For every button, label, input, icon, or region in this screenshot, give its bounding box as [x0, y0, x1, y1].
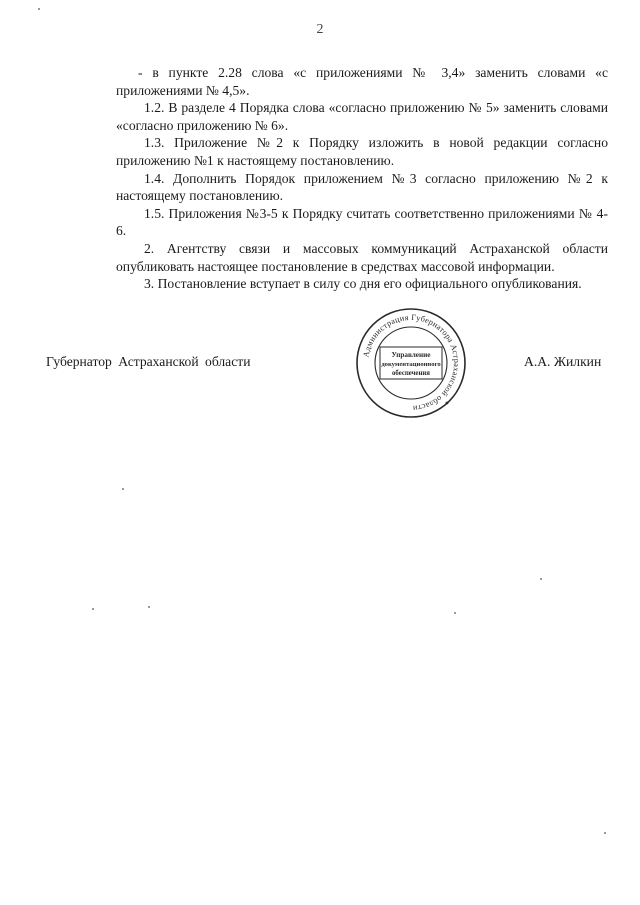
scan-speck: [122, 488, 124, 490]
seal-dot: [446, 402, 449, 405]
signatory-position: Губернатор Астраханской области: [46, 354, 251, 369]
paragraph-1-2: 1.2. В разделе 4 Порядка слова «согласно приложению № 5» заменить словами «согласно приложению № 6».: [116, 100, 608, 133]
paragraph-item-2-28-change: - в пункте 2.28 слова «с приложениями № 3,4» заменить словами «с приложениями № 4,5».: [116, 65, 608, 98]
seal-center-line-1: Управление: [391, 351, 431, 359]
paragraph-1-3: 1.3. Приложение №2 к Порядку изложить в новой редакции согласно приложению №1 к настоящему постановлению.: [116, 135, 608, 168]
page-number: 2: [316, 22, 324, 37]
seal-ring-text: Администрация Губернатора Астраханской области: [361, 312, 462, 414]
scan-speck: [540, 578, 542, 580]
paragraph-2: 2. Агентству связи и массовых коммуникаций Астраханской области опубликовать настоящее постановление в средствах массовой информации.: [116, 240, 608, 274]
paragraph-1-5: 1.5. Приложения №3-5 к Порядку считать соответственно приложениями № 4-6.: [116, 205, 608, 239]
paragraph-1-4: 1.4. Дополнить Порядок приложением №3 согласно приложению №2 к настоящему постановлению.: [116, 170, 608, 204]
scan-speck: [92, 608, 94, 610]
seal-center-line-2: документационного: [381, 361, 441, 368]
document-body: [116, 64, 608, 293]
scan-speck: [38, 8, 40, 10]
scan-speck: [604, 832, 606, 834]
official-seal-stamp: [355, 307, 467, 419]
signatory-name: А.А. Жилкин: [524, 354, 602, 369]
scan-speck: [148, 606, 150, 608]
seal-center-line-3: обеспечения: [392, 370, 430, 377]
scan-speck: [454, 612, 456, 614]
paragraph-3: 3. Постановление вступает в силу со дня его официального опубликования.: [144, 276, 582, 292]
